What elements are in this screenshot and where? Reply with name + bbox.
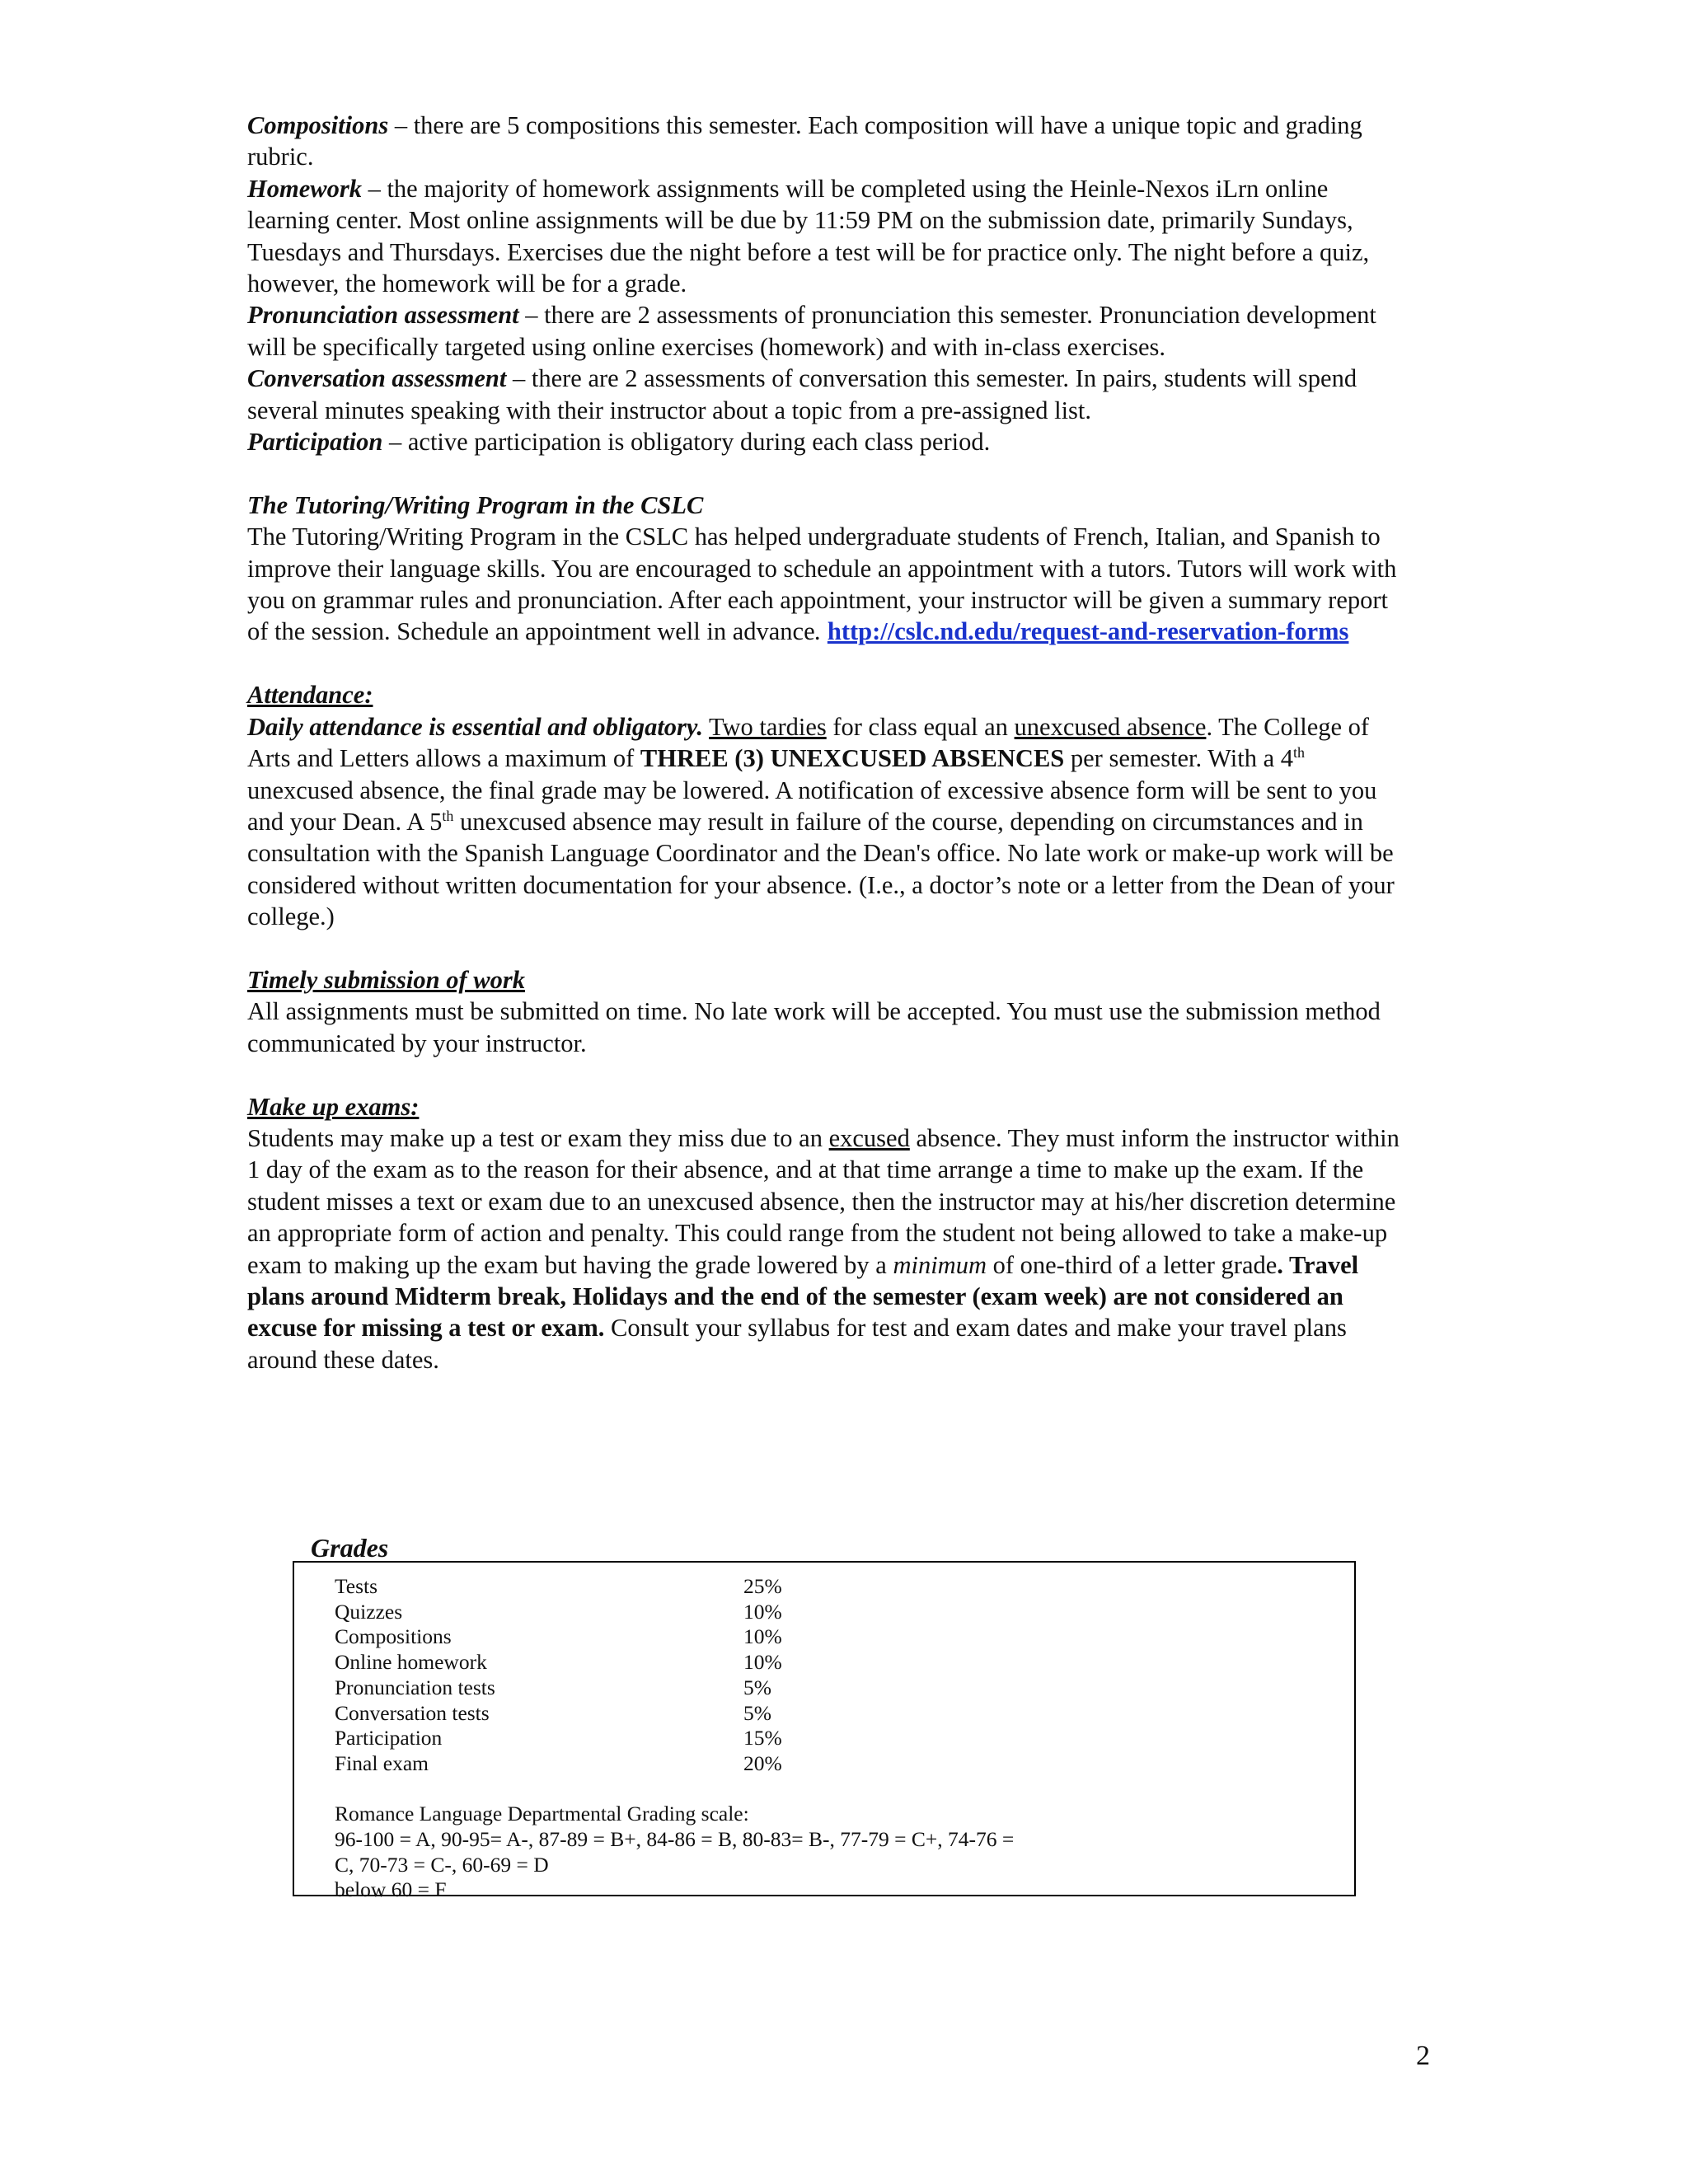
grading-scale-line: 96-100 = A, 90-95= A-, 87-89 = B+, 84-86 = B, 80-83= B-, 77-79 = C+, 74-76 =	[335, 1827, 1015, 1852]
grade-name: Conversation tests	[335, 1700, 490, 1725]
timely-heading: Timely submission of work	[247, 965, 525, 994]
grades-title: Grades	[311, 1533, 389, 1563]
component-text: – there are 2 assessments of conversation this semester. In pairs, students will spend several minutes speaking with their instructor about a topic from a pre-assigned list.	[247, 364, 1357, 424]
grade-name: Participation	[335, 1726, 443, 1750]
grade-name: Online homework	[335, 1650, 487, 1675]
grade-name: Quizzes	[335, 1599, 403, 1624]
timely-body: All assignments must be submitted on time. No late work will be accepted. You must use the submission method communicated by your instructor.	[247, 997, 1381, 1057]
grade-row	[335, 1751, 1354, 1777]
travel-plans-warning: . Travel plans around Midterm break, Holidays and the end of the semester (exam week) are not considered an excuse for missing a test or exam.	[247, 1250, 1359, 1343]
makeup-heading: Make up exams:	[247, 1092, 420, 1121]
page-number: 2	[1416, 2041, 1430, 2071]
component-text: – the majority of homework assignments will be completed using the Heinle-Nexos iLrn online learning center. Most online assignments will be due by 11:59 PM on the submission date, primarily Sundays, Tuesdays and Thursdays. Exercises due the night before a test will be for practice only. The night before a quiz, however, the homework will be for a grade.	[247, 174, 1370, 298]
component-conversation	[247, 363, 1401, 426]
component-pronunciation	[247, 299, 1401, 363]
cslc-reservation-link[interactable]: http://cslc.nd.edu/request-and-reservation-forms	[827, 617, 1349, 646]
grade-percent: 20%	[743, 1750, 782, 1775]
tutoring-body	[247, 521, 1401, 648]
grade-percent: 25%	[743, 1574, 782, 1598]
grade-percent: 10%	[743, 1624, 782, 1649]
component-homework	[247, 173, 1401, 300]
attendance-lead: Daily attendance is essential and obligatory.	[247, 712, 703, 741]
excused-word: excused	[828, 1123, 910, 1152]
grading-scale-title: Romance Language Departmental Grading scale:	[335, 1802, 749, 1826]
component-compositions	[247, 110, 1401, 173]
term-compositions: Compositions	[247, 111, 389, 139]
unexcused-absence: unexcused absence	[1014, 712, 1207, 741]
grading-scale	[335, 1802, 1354, 1903]
grade-percent: 5%	[743, 1700, 771, 1725]
attendance-heading: Attendance:	[247, 681, 373, 710]
grades-table	[293, 1561, 1356, 1902]
component-text: – active participation is obligatory during each class period.	[382, 428, 991, 457]
grading-scale-line: C, 70-73 = C-, 60-69 = D	[335, 1852, 549, 1877]
tutoring-heading: The Tutoring/Writing Program in the CSLC	[247, 490, 704, 519]
two-tardies: Two tardies	[709, 712, 827, 741]
grade-row	[335, 1675, 1354, 1701]
minimum-word: minimum	[893, 1250, 987, 1279]
grade-row	[335, 1726, 1354, 1751]
grade-percent: 10%	[743, 1599, 782, 1624]
max-absences: THREE (3) UNEXCUSED ABSENCES	[640, 744, 1065, 773]
grade-name: Tests	[335, 1574, 378, 1598]
grade-percent: 5%	[743, 1675, 771, 1699]
term-pronunciation: Pronunciation assessment	[247, 301, 519, 330]
term-participation: Participation	[247, 428, 383, 457]
component-participation	[247, 426, 1401, 457]
component-text: – there are 2 assessments of pronunciation this semester. Pronunciation development will be specifically targeted using online exercises (homework) and with in-class exercises.	[247, 301, 1376, 361]
component-text: – there are 5 compositions this semester. Each composition will have a unique topic and grading rubric.	[247, 111, 1362, 171]
tutoring-text: The Tutoring/Writing Program in the CSLC has helped undergraduate students of French, Italian, and Spanish to improve their language skills. You are encouraged to schedule an appointment with a tutors. Tutors will work with you on grammar rules and pronunciation. After each appointment, your instructor will be given a summary report of the session. Schedule an appointment well in advance	[247, 523, 1397, 646]
term-conversation: Conversation assessment	[247, 364, 507, 393]
grade-row	[335, 1624, 1354, 1650]
grade-name: Pronunciation tests	[335, 1675, 495, 1699]
syllabus-content	[247, 110, 1401, 1376]
grading-scale-line: below 60 = F	[335, 1877, 447, 1902]
grade-row	[335, 1650, 1354, 1675]
term-homework: Homework	[247, 174, 362, 203]
grade-name: Final exam	[335, 1750, 429, 1775]
grade-row	[335, 1701, 1354, 1727]
tutoring-period: .	[814, 617, 822, 646]
grade-percent: 15%	[743, 1726, 782, 1750]
grade-row	[335, 1574, 1354, 1600]
makeup-body: Students may make up a test or exam they miss due to an excused absence. They must inform the instructor within 1 day of the exam as to the reason for their absence, and at that time arrange a time to make up the exam. If the student misses a text or exam due to an unexcused absence, then the instructor may at his/her discretion determine an appropriate form of action and penalty. This could range from the student not being allowed to take a make-up exam to making up the exam but having the grade lowered by a minimum of one-third of a letter grade. Travel plans around Midterm break, Holidays and the end of the semester (exam week) are not considered an excuse for missing a test or exam. Consult your syllabus for test and exam dates and make your travel plans around these dates.	[247, 1123, 1400, 1374]
attendance-body: Daily attendance is essential and obligatory. Two tardies for class equal an unexcused absence. The College of Arts and Letters allows a maximum of THREE (3) UNEXCUSED ABSENCES per semester. With a 4th unexcused absence, the final grade may be lowered. A notification of excessive absence form will be sent to you and your Dean. A 5th unexcused absence may result in failure of the course, depending on circumstances and in consultation with the Spanish Language Coordinator and the Dean's office. No late work or make-up work will be considered without written documentation for your absence. (I.e., a doctor’s note or a letter from the Dean of your college.)	[247, 712, 1395, 931]
grade-row	[335, 1600, 1354, 1625]
grade-percent: 10%	[743, 1650, 782, 1675]
grade-name: Compositions	[335, 1624, 452, 1649]
